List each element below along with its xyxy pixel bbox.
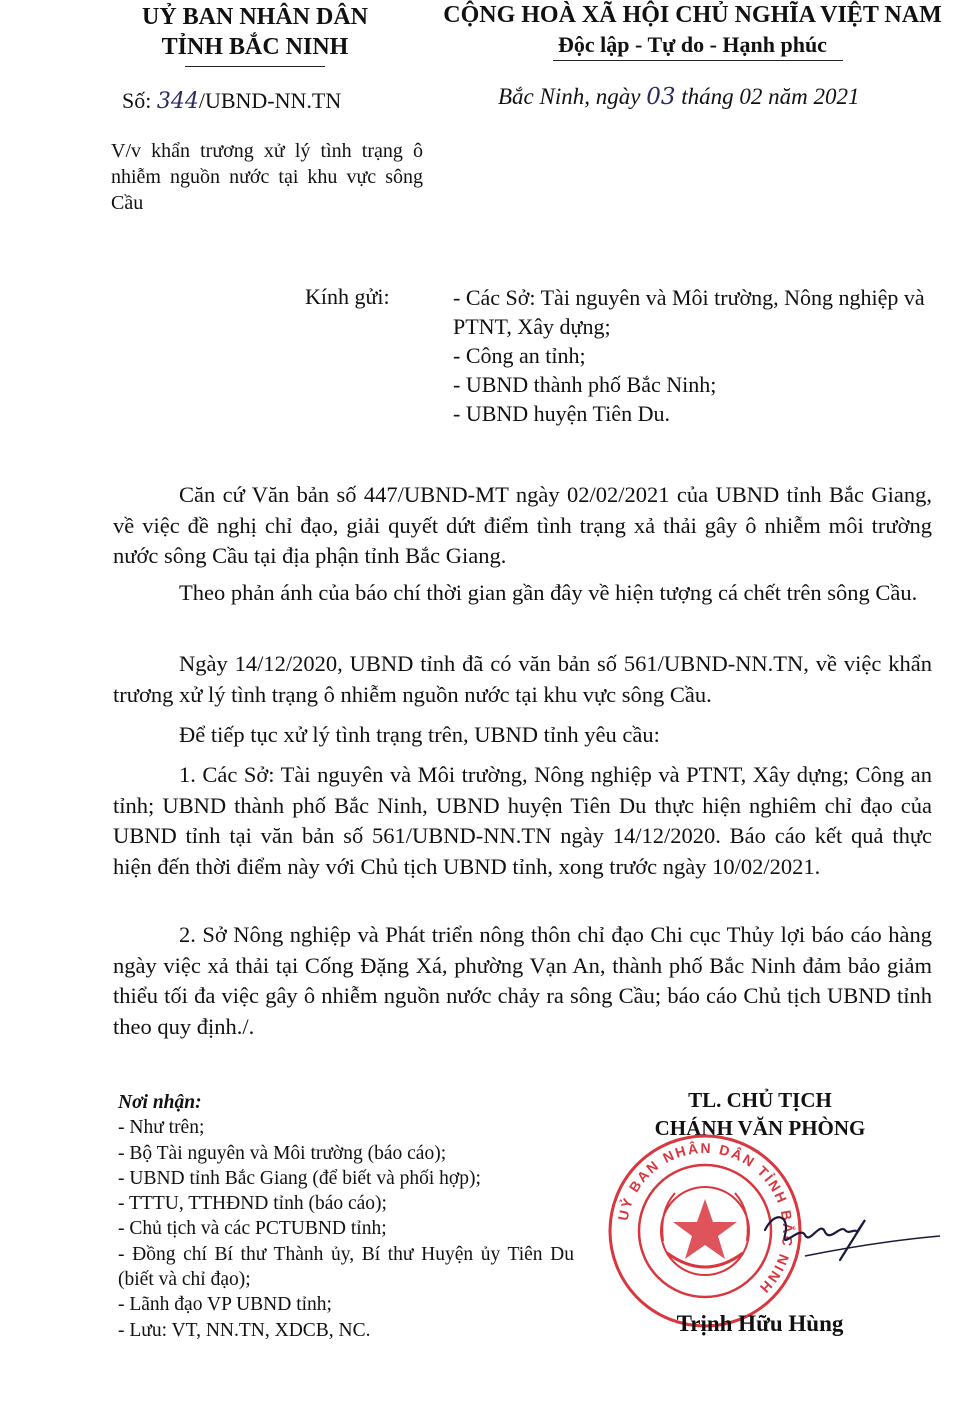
document-number-handwritten: 344 [156, 89, 199, 114]
distribution-list [118, 1090, 574, 1343]
recipient-item: - UBND thành phố Bắc Ninh; [453, 372, 717, 397]
body-paragraph-2: Theo phản ánh của báo chí thời gian gần đây về hiện tượng cá chết trên sông Cầu. [179, 580, 918, 605]
national-motto: Độc lập - Tự do - Hạnh phúc [558, 32, 827, 57]
distribution-item: - UBND tỉnh Bắc Giang (để biết và phối hợp); [118, 1167, 481, 1189]
distribution-item: - Bộ Tài nguyên và Môi trường (báo cáo); [118, 1142, 447, 1164]
distribution-title: Nơi nhận: [118, 1092, 202, 1113]
stamp-text: UỶ BAN NHÂN DÂN TỈNH BẮC NINH [614, 1139, 797, 1298]
distribution-item: - Lãnh đạo VP UBND tỉnh; [118, 1294, 332, 1316]
recipient-item: - Các Sở: Tài nguyên và Môi trường, Nông nghiệp và PTNT, Xây dựng; [453, 285, 925, 339]
recipients-label: Kính gửi: [305, 284, 390, 309]
distribution-item: - Chủ tịch và các PCTUBND tỉnh; [118, 1218, 387, 1240]
date-day-handwritten: 03 [646, 84, 676, 110]
body-paragraph-5: 1. Các Sở: Tài nguyên và Môi trường, Nông nghiệp và PTNT, Xây dựng; Công an tỉnh; UBND thành phố Bắc Ninh, UBND huyện Tiên Du thực hiện nghiêm chỉ đạo của UBND tỉnh tại văn bản số 561/UBND-NN.TN ngày 14/12/2020. Báo cáo kết quả thực hiện đến thời điểm này với Chủ tịch UBND tỉnh, xong trước ngày 10/02/2021. [113, 762, 932, 879]
recipient-item: - UBND huyện Tiên Du. [453, 401, 670, 426]
national-title: CỘNG HOÀ XÃ HỘI CHỦ NGHĨA VIỆT NAM [443, 2, 942, 28]
header-divider-left [185, 66, 325, 67]
stamp-star-icon [673, 1199, 737, 1259]
distribution-item: - Như trên; [118, 1117, 205, 1139]
body-paragraph-6: 2. Sở Nông nghiệp và Phát triển nông thôn chỉ đạo Chi cục Thủy lợi báo cáo hàng ngày việc xả thải tại Cống Đặng Xá, phường Vạn An, thành phố Bắc Ninh đảm bảo giảm thiểu tối đa việc gây ô nhiễm nguồn nước chảy ra sông Cầu; báo cáo Chủ tịch UBND tỉnh theo quy định./. [113, 922, 932, 1039]
document-number-prefix: Số: [122, 88, 152, 113]
body-paragraph-1: Căn cứ Văn bản số 447/UBND-MT ngày 02/02/2021 của UBND tỉnh Bắc Giang, về việc đề nghị chỉ đạo, giải quyết dứt điểm tình trạng xả thải gây ô nhiễm môi trường nước sông Cầu tại địa phận tỉnh Bắc Giang. [113, 482, 932, 568]
date-rest: tháng 02 năm 2021 [681, 84, 860, 109]
distribution-item: - Đồng chí Bí thư Thành ủy, Bí thư Huyện ủy Tiên Du (biết và chỉ đạo); [118, 1243, 574, 1291]
document-subject: V/v khẩn trương xử lý tình trạng ô nhiễm nguồn nước tại khu vực sông Cầu [111, 140, 423, 214]
issuing-authority: UỶ BAN NHÂN DÂN [142, 4, 368, 30]
date-prefix: Bắc Ninh, ngày [498, 84, 641, 109]
distribution-item: - TTTU, TTHĐND tỉnh (báo cáo); [118, 1193, 387, 1215]
body-paragraph-3: Ngày 14/12/2020, UBND tỉnh đã có văn bản số 561/UBND-NN.TN, về việc khẩn trương xử lý tình trạng ô nhiễm nguồn nước tại khu vực sông Cầu. [113, 651, 932, 707]
signature-title-2: CHÁNH VĂN PHÒNG [654, 1116, 866, 1140]
issuing-province: TỈNH BẮC NINH [161, 34, 349, 60]
header-divider-right [553, 60, 843, 61]
distribution-item: - Lưu: VT, NN.TN, XDCB, NC. [118, 1319, 371, 1341]
signature-title-1: TL. CHỦ TỊCH [688, 1088, 832, 1112]
body-paragraph-4: Để tiếp tục xử lý tình trạng trên, UBND tỉnh yêu cầu: [179, 722, 660, 747]
handwritten-signature [745, 1190, 945, 1280]
recipient-item: - Công an tỉnh; [453, 343, 586, 368]
document-number [122, 88, 341, 114]
document-number-suffix: /UBND-NN.TN [198, 88, 342, 113]
document-date [498, 84, 859, 110]
signer-name: Trịnh Hữu Hùng [676, 1311, 844, 1336]
recipients-list [453, 283, 927, 428]
